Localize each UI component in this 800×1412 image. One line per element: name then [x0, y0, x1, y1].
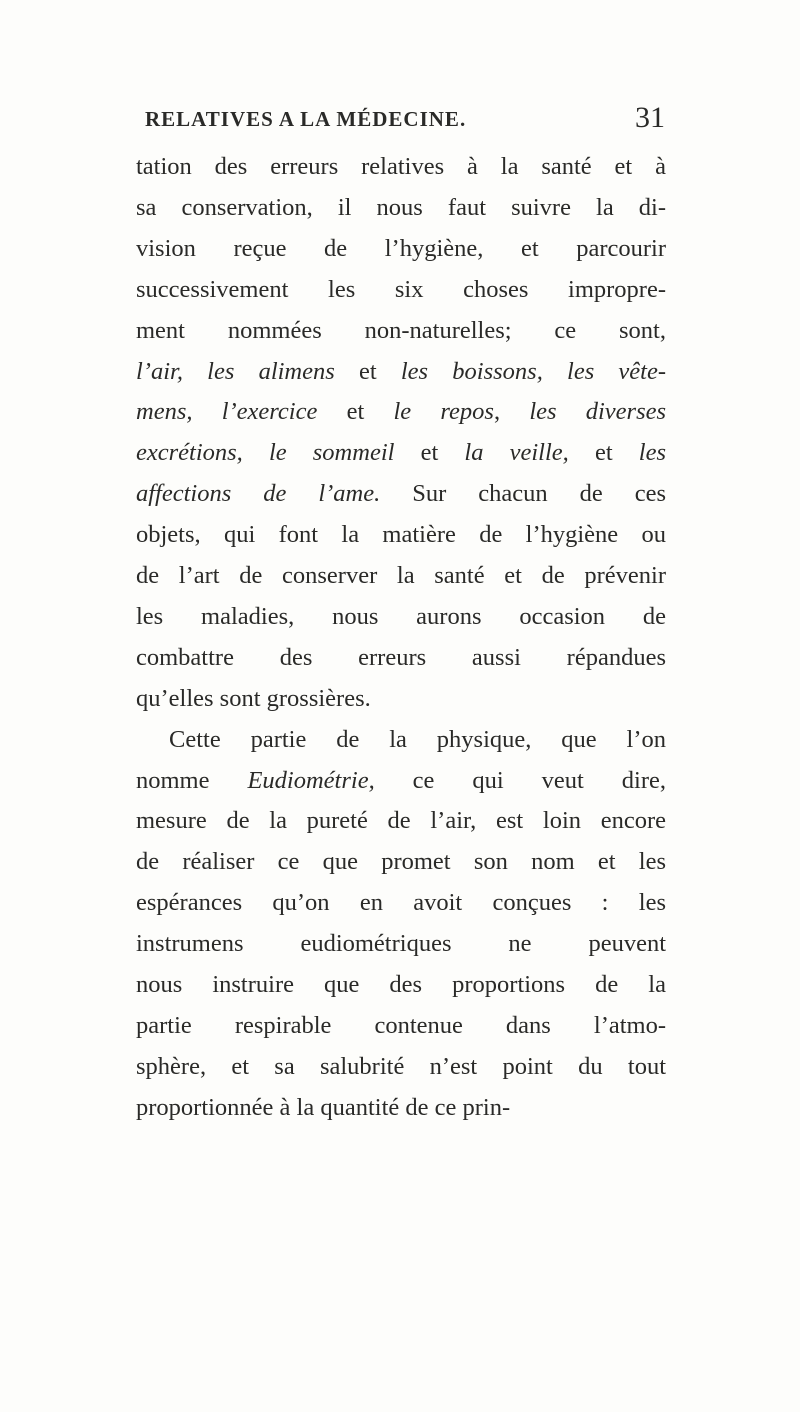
running-head: RELATIVES A LA MÉDECINE.: [145, 107, 467, 131]
text-segment: vision reçue de l’hygiène, et parcourir: [136, 234, 666, 262]
italic-text: mens, l’exercice: [136, 398, 318, 426]
text-line: [136, 1093, 666, 1123]
text-segment: mesure de la pureté de l’air, est loin encore: [136, 807, 666, 835]
italic-text: les: [638, 439, 666, 467]
text-line: [136, 643, 666, 673]
text-line: [136, 438, 666, 468]
text-line: [136, 970, 666, 1000]
text-segment: proportionnée à la quantité de ce prin-: [136, 1093, 511, 1121]
text-line: [136, 397, 666, 427]
text-line: [136, 1011, 666, 1041]
text-segment: et: [334, 357, 401, 385]
text-line: [136, 766, 666, 796]
text-segment: Sur chacun de ces: [380, 480, 666, 508]
text-segment: sa conservation, il nous faut suivre la di-: [136, 193, 666, 221]
text-line: [136, 316, 666, 346]
italic-text: excrétions, le sommeil: [136, 439, 395, 467]
text-line: [136, 193, 666, 223]
text-line: [136, 479, 666, 509]
italic-text: l’air, les alimens: [136, 357, 335, 385]
text-line: [136, 561, 666, 591]
italic-text: affections de l’ame.: [136, 480, 381, 508]
text-line: [136, 929, 666, 959]
italic-text: Eudiométrie,: [247, 766, 375, 794]
text-segment: ment nommées non-naturelles; ce sont,: [136, 316, 666, 344]
page-number: 31: [635, 101, 665, 134]
text-line: [136, 888, 666, 918]
text-line: [136, 275, 666, 305]
text-segment: sphère, et sa salubrité n’est point du tout: [136, 1052, 666, 1080]
text-line: [136, 1052, 666, 1082]
text-segment: tation des erreurs relatives à la santé et à: [136, 153, 666, 180]
text-line: [136, 684, 666, 714]
text-line: [136, 602, 666, 632]
text-segment: ce qui veut dire,: [374, 766, 666, 794]
text-segment: et: [568, 439, 639, 467]
text-segment: combattre des erreurs aussi répandues: [136, 643, 666, 671]
text-line: [136, 520, 666, 550]
text-segment: et: [317, 398, 394, 426]
italic-text: la veille,: [464, 439, 569, 467]
text-segment: ,: [493, 398, 530, 426]
text-line: [136, 847, 666, 877]
text-line: [136, 234, 666, 264]
text-segment: espérances qu’on en avoit conçues : les: [136, 889, 666, 917]
text-line: [169, 725, 666, 755]
text-segment: objets, qui font la matière de l’hygiène ou: [136, 521, 666, 549]
text-segment: de l’art de conserver la santé et de prévenir: [136, 562, 666, 589]
italic-text: les boissons, les vête-: [400, 357, 667, 385]
text-line: [136, 806, 666, 836]
text-segment: de réaliser ce que promet son nom et les: [136, 848, 666, 876]
italic-text: les diverses: [529, 398, 667, 426]
text-segment: qu’elles sont grossières.: [136, 684, 371, 712]
italic-text: le repos: [393, 398, 494, 426]
text-segment: successivement les six choses impropre-: [136, 275, 666, 303]
text-segment: partie respirable contenue dans l’atmo-: [136, 1011, 666, 1039]
text-segment: les maladies, nous aurons occasion de: [136, 602, 666, 630]
text-line: [136, 152, 666, 182]
text-segment: instrumens eudiométriques ne peuvent: [136, 930, 666, 958]
text-segment: nomme: [136, 766, 248, 794]
text-line: [136, 357, 666, 387]
text-segment: nous instruire que des proportions de la: [136, 971, 666, 998]
text-segment: Cette partie de la physique, que l’on: [169, 725, 666, 753]
text-segment: et: [394, 439, 465, 467]
